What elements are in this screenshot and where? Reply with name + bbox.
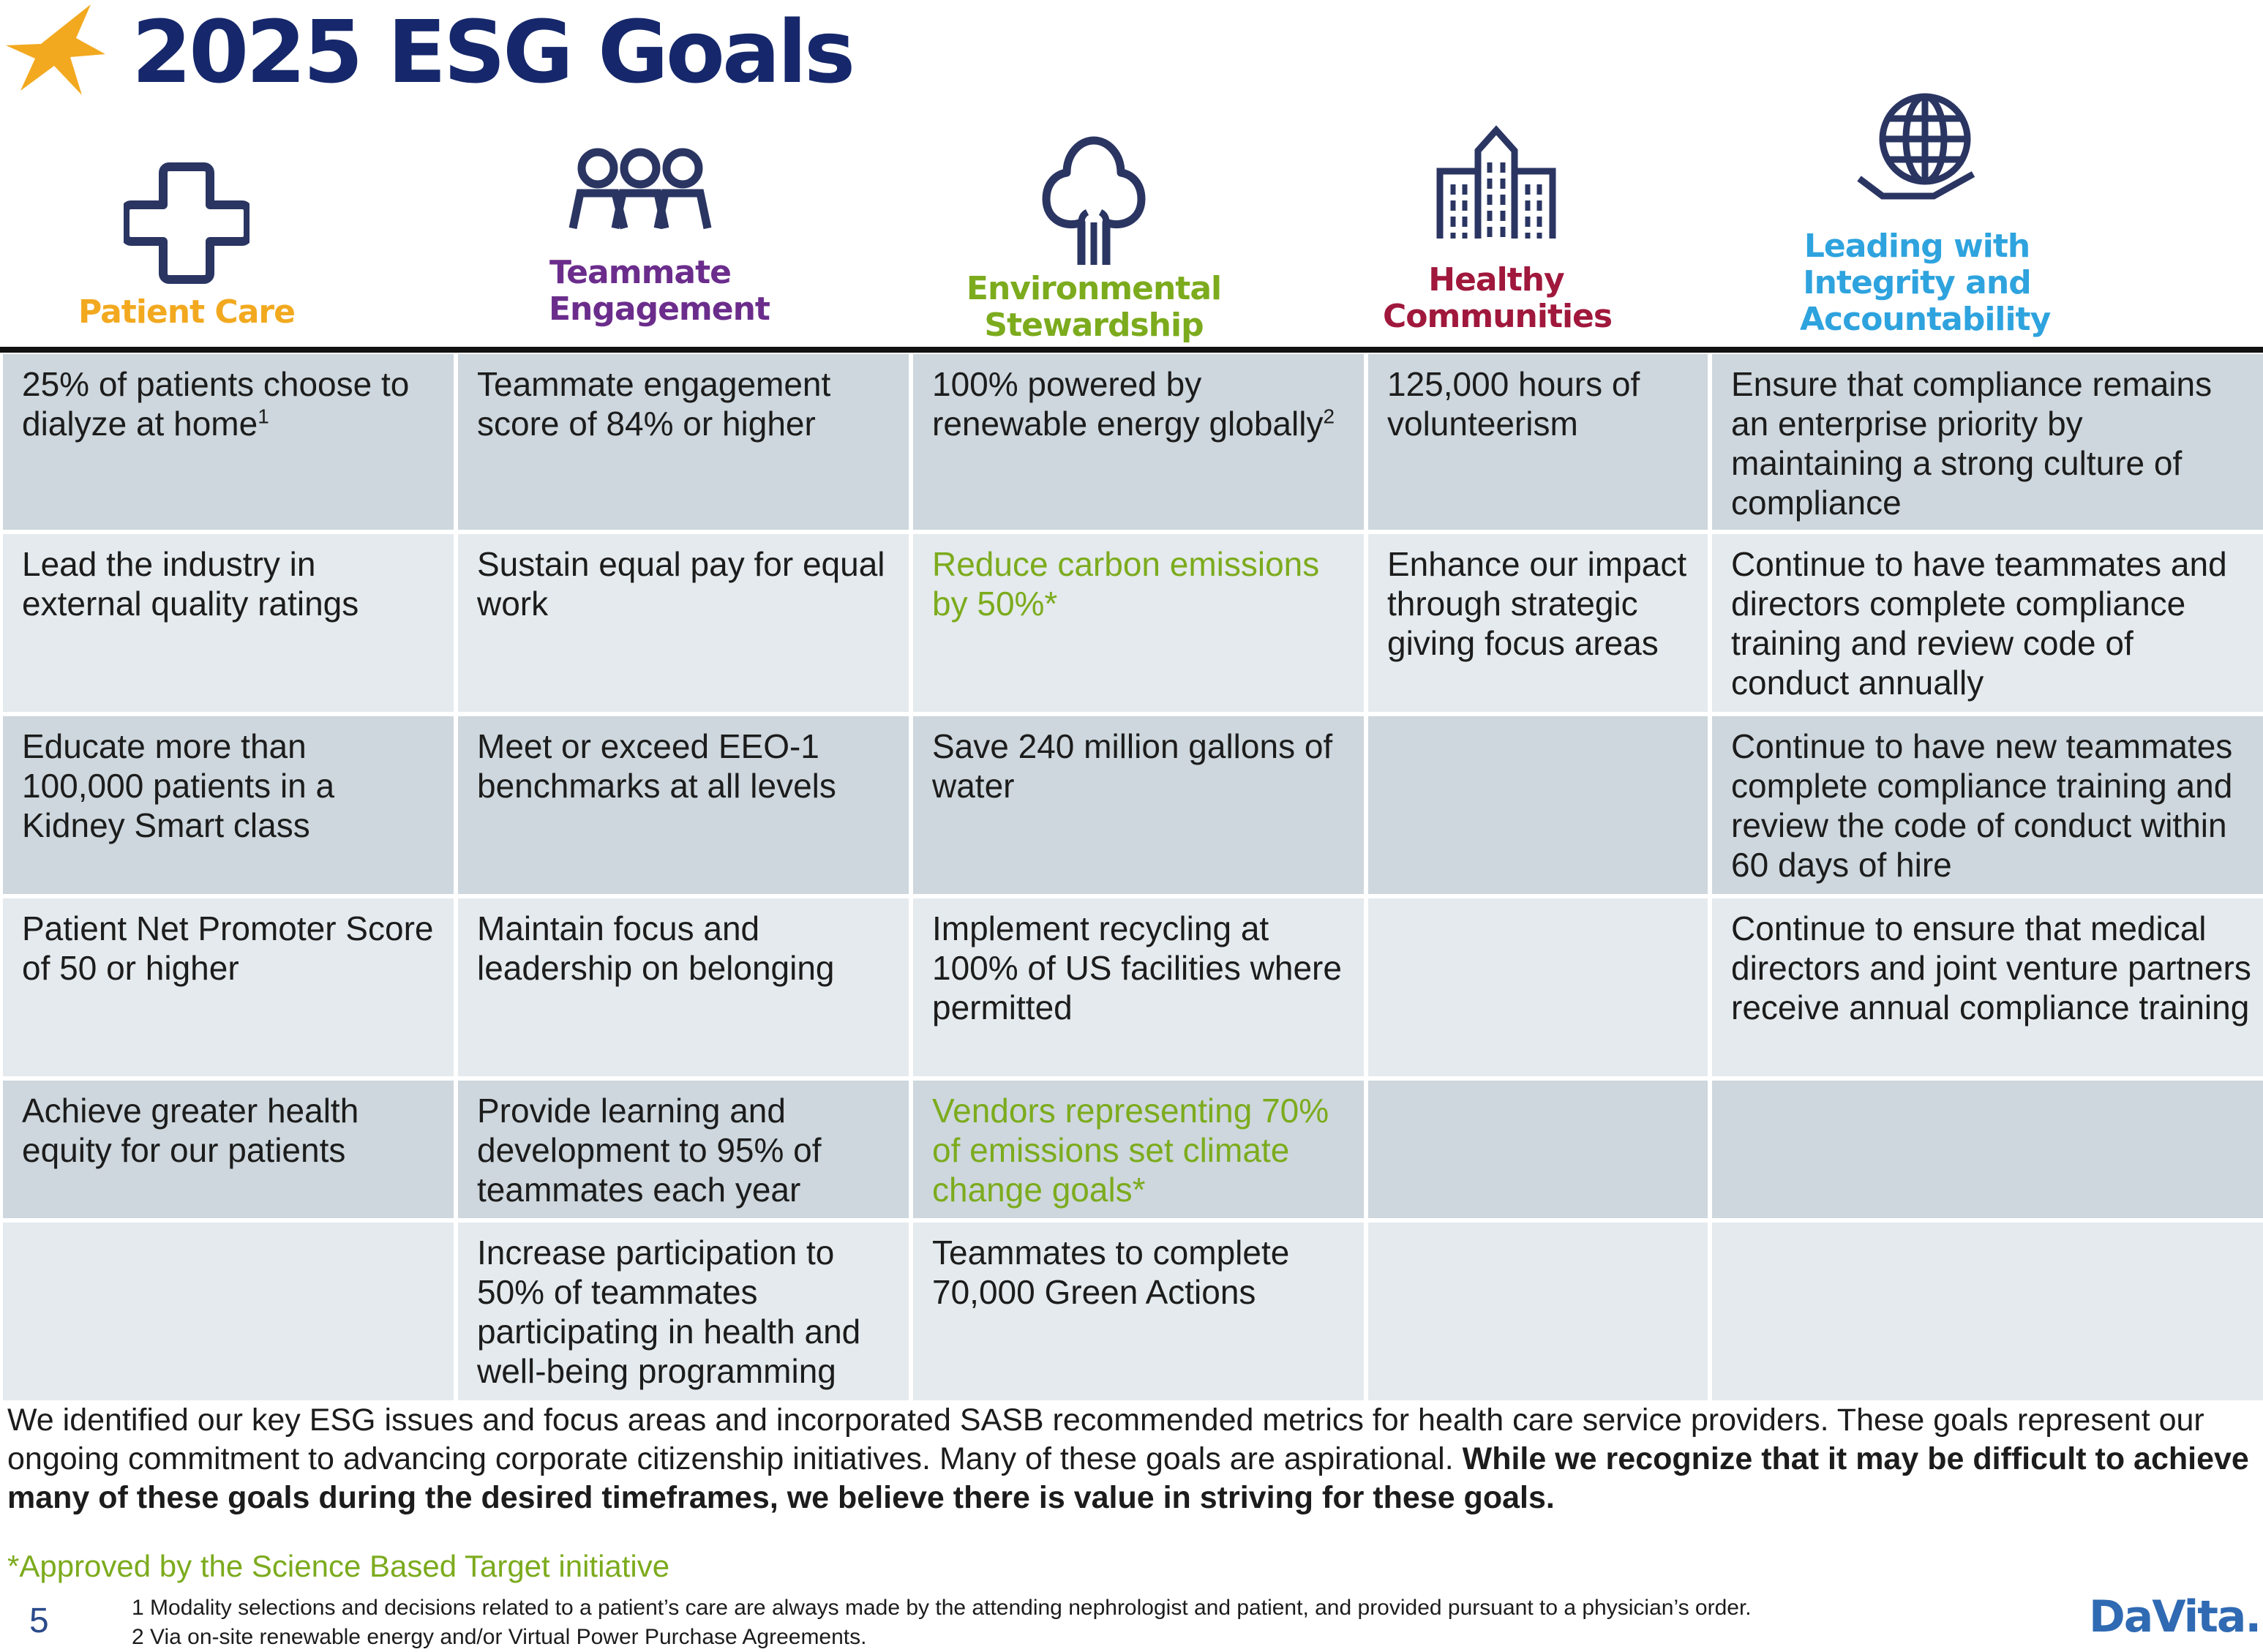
note-bold: While we recognize that it may be difficult to achieve many of these goals during the desired timeframes, we believe there is value in striving for these goals. (7, 1441, 2249, 1515)
table-cell: Vendors representing 70% of emissions set climate change goals* (913, 1081, 1364, 1218)
medical-cross-icon (124, 159, 249, 285)
table-cell (1368, 716, 1708, 894)
people-group-icon (567, 146, 713, 234)
pillar-label: Healthy Communities (1383, 261, 1613, 335)
table-cell: Ensure that compliance remains an enterprise priority by maintaining a strong culture of compliance (1712, 354, 2263, 530)
table-cell: 100% powered by renewable energy globally$^2$ (913, 354, 1364, 530)
pillar-label: Environmental Stewardship (966, 270, 1222, 344)
table-row (3, 1081, 2263, 1218)
globe-in-hand-icon (1855, 91, 1979, 208)
table-cell: Teammate engagement score of 84% or higher (458, 354, 909, 530)
table-cell: Sustain equal pay for equal work (458, 534, 909, 712)
table-row (3, 898, 2263, 1076)
esg-note (7, 1401, 2253, 1517)
note-regular: We identified our key ESG issues and focus areas and incorporated SASB recommended metrics for health care service providers. These goals represent our ongoing commitment to advancing corporate citizenship initiatives. Many of these goals are aspirational. (7, 1403, 2204, 1476)
footnote-1: 1 Modality selections and decisions related to a patient’s care are always made by the attending nephrologist and patient, and provided pursuant to a physician’s order. (132, 1596, 1752, 1620)
table-cell: Continue to ensure that medical directors and joint venture partners receive annual compliance training (1712, 898, 2263, 1076)
table-row (3, 534, 2263, 712)
table-cell: Maintain focus and leadership on belonging (458, 898, 909, 1076)
table-cell: Patient Net Promoter Score of 50 or higher (3, 898, 454, 1076)
table-cell: Educate more than 100,000 patients in a Kidney Smart class (3, 716, 454, 894)
table-cell: Achieve greater health equity for our patients (3, 1081, 454, 1218)
table-cell: 125,000 hours of volunteerism (1368, 354, 1708, 530)
table-cell: Teammates to complete 70,000 Green Actions (913, 1223, 1364, 1400)
table-cell (1368, 898, 1708, 1076)
table-cell: Lead the industry in external quality ratings (3, 534, 454, 712)
goals-table (0, 350, 2263, 1405)
table-cell (1712, 1081, 2263, 1218)
table-cell: Reduce carbon emissions by 50%* (913, 534, 1364, 712)
table-cell: Meet or exceed EEO-1 benchmarks at all levels (458, 716, 909, 894)
buildings-icon (1434, 124, 1558, 241)
table-cell: Provide learning and development to 95% of teammates each year (458, 1081, 909, 1218)
table-cell: Implement recycling at 100% of US facilities where permitted (913, 898, 1364, 1076)
page-title: 2025 ESG Goals (132, 1, 853, 102)
pillar-label: Patient Care (78, 293, 295, 331)
pillar-healthy-communities (1339, 88, 1654, 348)
sbti-note: *Approved by the Science Based Target initiative (7, 1549, 670, 1583)
table-row (3, 354, 2263, 530)
pillar-label: Leading with Integrity and Accountability (1800, 228, 2051, 338)
table-cell (1368, 1223, 1708, 1400)
tree-icon (1039, 136, 1149, 268)
davita-logo: DaVita. (2089, 1591, 2261, 1642)
table-cell: Continue to have new teammates complete compliance training and review the code of conduct within 60 days of hire (1712, 716, 2263, 894)
table-cell: Continue to have teammates and directors complete compliance training and review code of conduct annually (1712, 534, 2263, 712)
table-cell: 25% of patients choose to dialyze at home$^1$ (3, 354, 454, 530)
table-row (3, 1223, 2263, 1400)
footnotes (132, 1593, 1752, 1652)
table-cell: Increase participation to 50% of teammates participating in health and well-being programming (458, 1223, 909, 1400)
star-icon (3, 3, 107, 97)
pillar-environmental-stewardship (907, 88, 1280, 348)
pillar-patient-care (0, 88, 373, 348)
page-number: 5 (29, 1602, 49, 1640)
table-cell (1712, 1223, 2263, 1400)
pillar-label: Teammate Engagement (549, 254, 770, 328)
table-row (3, 716, 2263, 894)
table-cell (1368, 1081, 1708, 1218)
pillar-integrity-accountability (1712, 88, 2122, 348)
table-cell (3, 1223, 454, 1400)
pillar-teammate-engagement (454, 88, 827, 348)
footnote-2: 2 Via on-site renewable energy and/or Virtual Power Purchase Agreements. (132, 1625, 867, 1649)
table-cell: Enhance our impact through strategic giving focus areas (1368, 534, 1708, 712)
table-cell: Save 240 million gallons of water (913, 716, 1364, 894)
